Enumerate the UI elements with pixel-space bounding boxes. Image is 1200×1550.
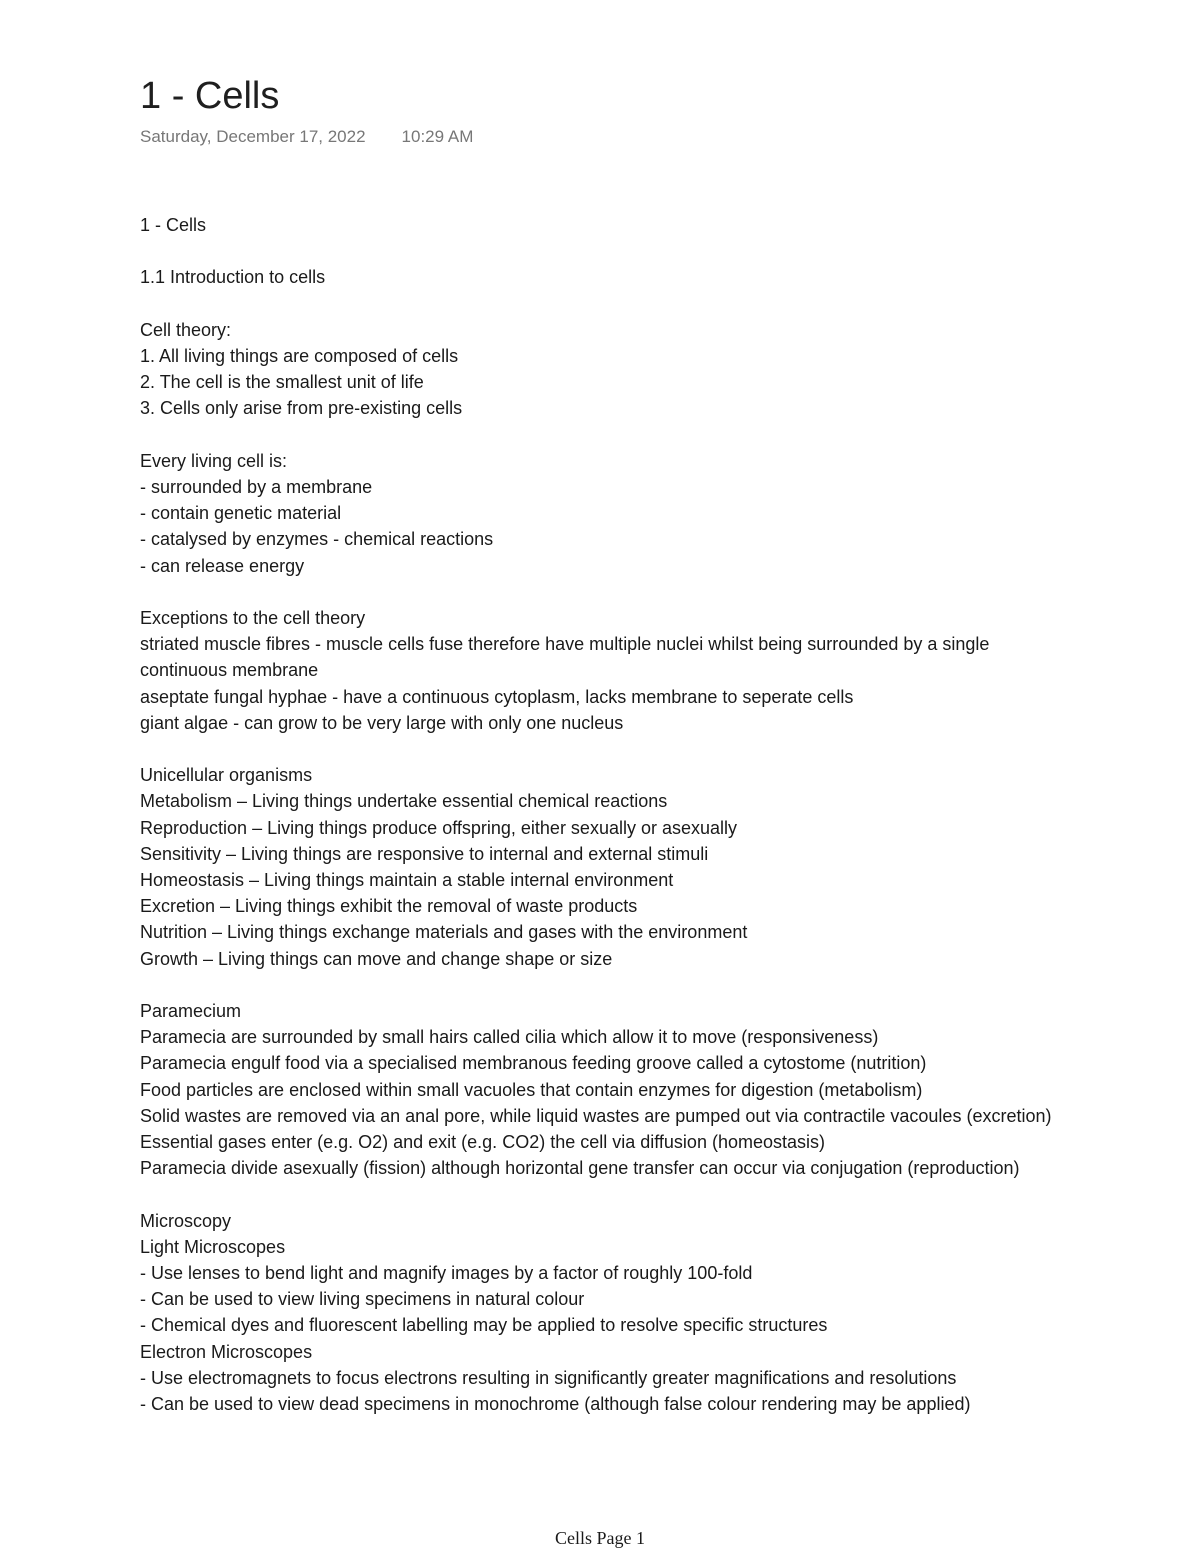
note-line: Nutrition – Living things exchange materials and gases with the environment [140,922,748,943]
note-body [140,212,1060,1417]
note-line: Paramecia are surrounded by small hairs called cilia which allow it to move (responsiveness) [140,1027,879,1048]
note-line: - Chemical dyes and fluorescent labelling may be applied to resolve specific structures [140,1315,828,1336]
note-line: Microscopy [140,1210,232,1231]
note-line: 2. The cell is the smallest unit of life [140,372,424,393]
note-line: Cell theory: [140,319,232,340]
note-line: Electron Microscopes [140,1341,313,1362]
note-line: - Can be used to view dead specimens in monochrome (although false colour rendering may be applied) [140,1394,971,1415]
page-time: 10:29 AM [401,127,474,146]
note-line: aseptate fungal hyphae - have a continuous cytoplasm, lacks membrane to seperate cells [140,686,854,707]
note-line: 1.1 Introduction to cells [140,267,326,288]
note-line: Essential gases enter (e.g. O2) and exit (e.g. CO2) the cell via diffusion (homeostasis) [140,1132,825,1153]
note-line: Metabolism – Living things undertake essential chemical reactions [140,791,668,812]
note-line: Solid wastes are removed via an anal pore, while liquid wastes are pumped out via contractile vacoules (excretion) [140,1105,1052,1126]
blank-line [140,1181,1060,1207]
note-line: Food particles are enclosed within small vacuoles that contain enzymes for digestion (metabolism) [140,1079,923,1100]
page-metadata [140,126,473,148]
note-line: Reproduction – Living things produce offspring, either sexually or asexually [140,817,738,838]
page-date: Saturday, December 17, 2022 [140,127,366,146]
blank-line [140,291,1060,317]
note-line: 3. Cells only arise from pre-existing cells [140,398,463,419]
note-line: 1. All living things are composed of cells [140,345,459,366]
note-line: 1 - Cells [140,215,207,235]
note-line: Homeostasis – Living things maintain a stable internal environment [140,870,674,890]
note-line: Paramecium [140,1001,242,1021]
note-line: - Can be used to view living specimens in natural colour [140,1289,585,1310]
note-line: - Use lenses to bend light and magnify images by a factor of roughly 100-fold [140,1263,753,1284]
blank-line [140,579,1060,605]
blank-line [140,736,1060,762]
blank-line [140,422,1060,448]
page-footer: Cells Page 1 [555,1528,645,1548]
note-line: Every living cell is: [140,450,288,471]
blank-line [140,238,1060,264]
note-line: Exceptions to the cell theory [140,607,366,628]
note-line: - catalysed by enzymes - chemical reactions [140,529,494,550]
page-title: 1 - Cells [140,75,280,117]
note-line: - Use electromagnets to focus electrons resulting in significantly greater magnifications and resolutions [140,1367,957,1388]
note-line: - can release energy [140,555,305,576]
note-line: Paramecia engulf food via a specialised membranous feeding groove called a cytostome (nutrition) [140,1053,927,1074]
note-line: Unicellular organisms [140,765,313,786]
note-line: striated muscle fibres - muscle cells fuse therefore have multiple nuclei whilst being surrounded by a single continuous membrane [140,634,990,681]
note-line: - contain genetic material [140,503,342,524]
note-line: Growth – Living things can move and change shape or size [140,948,613,969]
blank-line [140,972,1060,998]
note-line: Excretion – Living things exhibit the removal of waste products [140,896,638,917]
note-line: Sensitivity – Living things are responsive to internal and external stimuli [140,843,709,864]
note-line: Paramecia divide asexually (fission) although horizontal gene transfer can occur via conjugation (reproduction) [140,1158,1020,1179]
note-line: - surrounded by a membrane [140,476,373,497]
note-line: Light Microscopes [140,1236,286,1257]
note-line: giant algae - can grow to be very large with only one nucleus [140,712,624,733]
